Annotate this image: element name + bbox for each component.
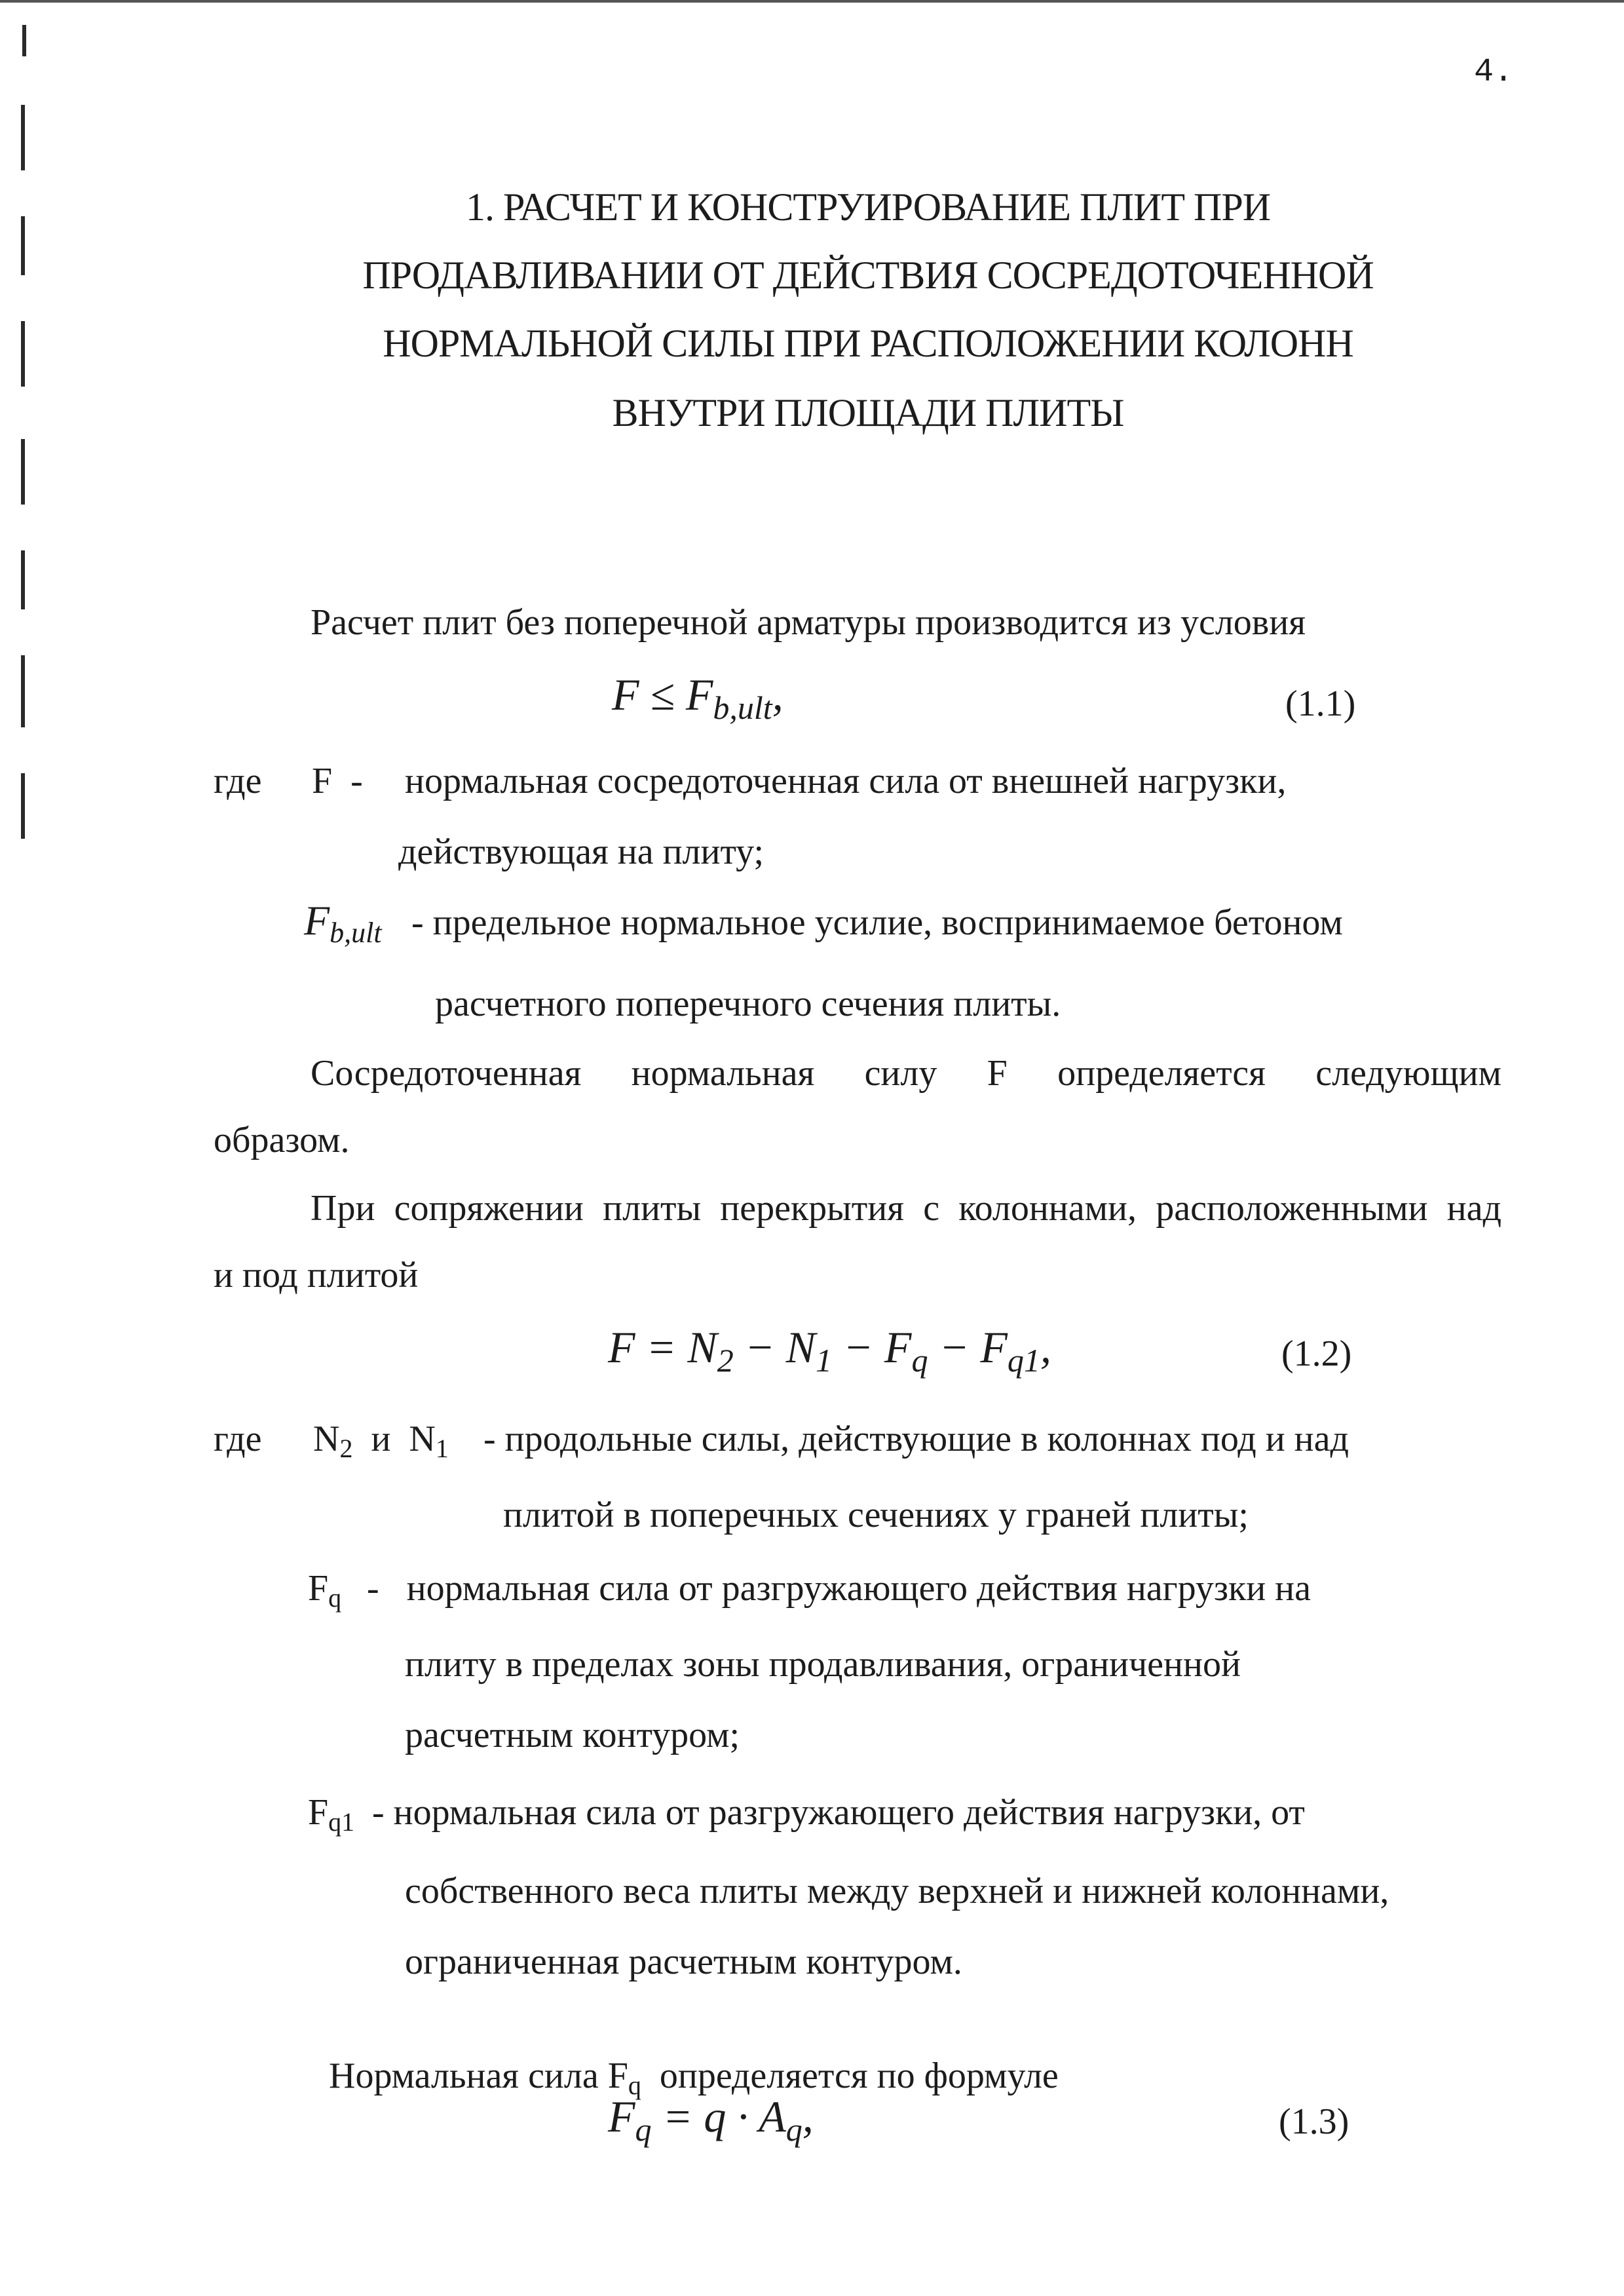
def-Fbult-line-1: - предельное нормальное усилие, воспринимаемое бетоном — [411, 902, 1343, 943]
def-N-symbols — [313, 1421, 449, 1462]
section-title-line-1: 1. РАСЧЕТ И КОНСТРУИРОВАНИЕ ПЛИТ ПРИ — [465, 185, 1271, 229]
def-Fq1-sym: F — [308, 1792, 329, 1833]
para-Fq-post: определяется по формуле — [641, 2056, 1059, 2096]
para-F-line-2: образом. — [214, 1120, 350, 1160]
def-Fbult-sym: F — [304, 897, 330, 944]
def-N2-sub: 2 — [339, 1434, 353, 1463]
eq2-part-1: F = N — [608, 1322, 717, 1372]
def-F-line-2: действующая на плиту; — [398, 832, 765, 872]
eq2-part-2: − N — [733, 1322, 816, 1372]
where-label-2: где — [214, 1419, 262, 1459]
section-title-line-3: НОРМАЛЬНОЙ СИЛЫ ПРИ РАСПОЛОЖЕНИИ КОЛОНН — [383, 322, 1353, 365]
equation-number-1-3: (1.3) — [1279, 2101, 1350, 2142]
equation-1-2 — [608, 1322, 1051, 1379]
def-Fq1-line-1: - нормальная сила от разгружающего действия нагрузки, от — [372, 1792, 1305, 1833]
eq1-tail: , — [772, 670, 784, 719]
eq3-sub-1: q — [635, 2111, 652, 2148]
def-Fbult-sub: b,ult — [330, 917, 382, 949]
eq3-mid: = q · A — [651, 2092, 786, 2141]
def-Fq-sym: F — [308, 1568, 329, 1609]
page-number: 4. — [1474, 54, 1514, 91]
eq3-sub-2: q — [785, 2111, 803, 2148]
where-label: где — [214, 761, 262, 801]
def-N1-sub: 1 — [435, 1434, 449, 1463]
eq2-sub-3: q — [911, 1342, 928, 1379]
para-Fq-pre: Нормальная сила F — [329, 2056, 628, 2096]
scan-mark — [21, 550, 25, 609]
equation-number-1-2: (1.2) — [1281, 1333, 1352, 1374]
scan-mark — [21, 105, 25, 170]
def-Fq-line-1: - нормальная сила от разгружающего действия нагрузки на — [367, 1568, 1311, 1609]
para-F-line-1: Сосредоточенная нормальная силу F определяется следующим — [311, 1053, 1501, 1094]
scan-mark — [21, 655, 25, 727]
eq3-F: F — [608, 2092, 635, 2141]
def-Fq-line-3: расчетным контуром; — [405, 1715, 740, 1755]
eq3-tail: , — [802, 2092, 814, 2141]
scan-top-line — [0, 0, 1624, 3]
scan-mark — [22, 25, 26, 56]
def-Fq1-sub: q1 — [328, 1807, 355, 1837]
def-Fq-symbol — [308, 1570, 341, 1611]
def-Fq1-line-2: собственного веса плиты между верхней и нижней колоннами, — [405, 1871, 1389, 1911]
scan-mark — [21, 773, 25, 839]
def-F-line-1: нормальная сосредоточенная сила от внешней нагрузки, — [405, 761, 1287, 801]
def-Fq-sub: q — [328, 1583, 342, 1613]
def-Fq1-line-3: ограниченная расчетным контуром. — [405, 1942, 962, 1982]
eq1-lhs: F ≤ F — [612, 670, 713, 719]
def-N1: N — [409, 1419, 436, 1459]
def-N-line-2: плитой в поперечных сечениях у граней плиты; — [503, 1495, 1249, 1535]
equation-number-1-1: (1.1) — [1285, 683, 1356, 724]
eq2-sub-1: 2 — [717, 1342, 734, 1379]
eq2-part-4: − F — [928, 1322, 1008, 1372]
def-Fbult-symbol — [304, 896, 382, 949]
def-F-symbol: F - — [312, 761, 363, 801]
eq2-part-3: − F — [832, 1322, 912, 1372]
eq2-sub-4: q1 — [1007, 1342, 1040, 1379]
para-Fq-sub: q — [628, 2071, 641, 2100]
intro-paragraph: Расчет плит без поперечной арматуры производится из условия — [311, 602, 1306, 643]
para-Fq — [311, 2021, 1059, 2099]
equation-1-3 — [608, 2094, 814, 2146]
scan-mark — [21, 439, 25, 505]
eq2-sub-2: 1 — [816, 1342, 833, 1379]
def-N2: N — [313, 1419, 340, 1459]
para-columns-line-2: и под плитой — [214, 1255, 419, 1295]
section-title-line-4: ВНУТРИ ПЛОЩАДИ ПЛИТЫ — [612, 391, 1124, 434]
section-title-line-2: ПРОДАВЛИВАНИИ ОТ ДЕЙСТВИЯ СОСРЕДОТОЧЕННОЙ — [362, 254, 1374, 297]
equation-1-1 — [612, 672, 784, 724]
def-Fq1-symbol — [308, 1794, 354, 1835]
para-columns-line-1: При сопряжении плиты перекрытия с колоннами, расположенными над — [311, 1188, 1501, 1229]
eq1-sub: b,ult — [713, 689, 772, 726]
eq2-tail: , — [1040, 1322, 1051, 1372]
def-Fq-line-2: плиту в пределах зоны продавливания, ограниченной — [405, 1644, 1241, 1685]
def-N-line-1: - продольные силы, действующие в колоннах под и над — [483, 1419, 1349, 1459]
def-Fbult-line-2: расчетного поперечного сечения плиты. — [435, 984, 1061, 1024]
def-N-and: и — [371, 1419, 391, 1459]
